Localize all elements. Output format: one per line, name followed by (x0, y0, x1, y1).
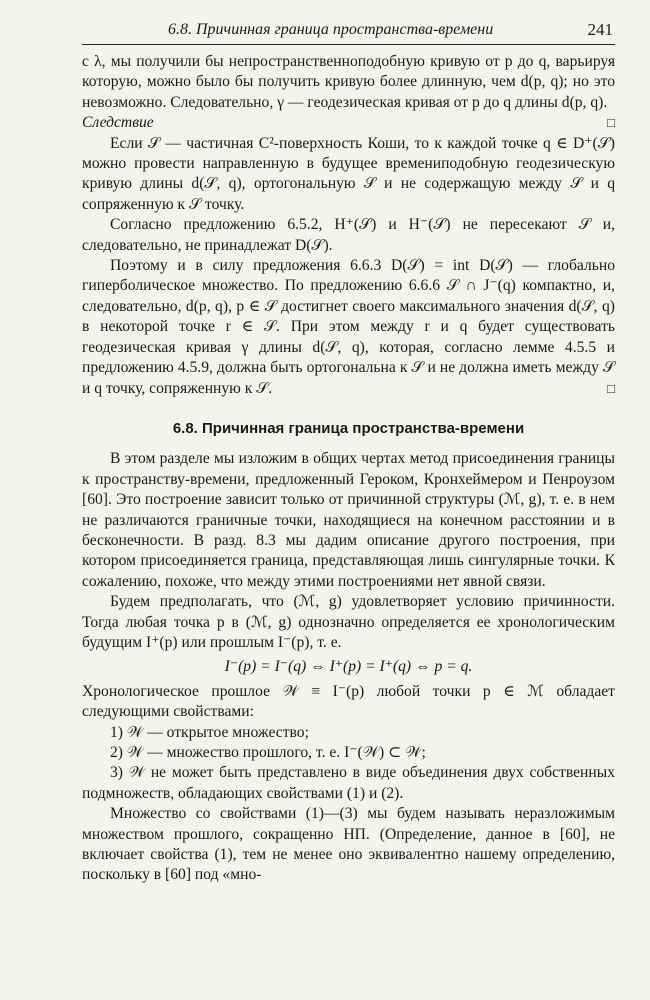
page-body (82, 52, 615, 886)
section-heading: 6.8. Причинная граница пространства-времени (172, 419, 525, 437)
corollary-title: Следствие (82, 114, 154, 132)
list-item-2: 2) 𝒲 — множество прошлого, т. е. I⁻(𝒲) ⊂ 𝒲; (110, 744, 426, 761)
running-header (82, 18, 615, 45)
display-formula: I⁻(p) = I⁻(q) ⇔ I⁺(p) = I⁺(q) ⇔ p = q. (224, 658, 473, 676)
running-title: 6.8. Причинная граница пространства-времени (168, 21, 494, 38)
paragraph-text: с λ, мы получили бы непространственноподобную кривую от p до q, варьируя которую, можно было бы получить кривую более длинную, чем d(p, q); но это невозможно. Следовательно, γ — геодезическая кривая от p до q длины d(p, q). (82, 53, 615, 111)
paragraph-text: Поэтому и в силу предложения 6.6.3 D(𝒮) = int D(𝒮) — глобально гиперболическое множество. По предложению 6.6.6 𝒮 ∩ J⁻(q) компактно, и, следовательно, d(p, q), p ∈ 𝒮 достигнет своего максимального значения d(𝒮, q) в некоторой точке r ∈ 𝒮. При этом между r и q будет существовать геодезическая кривая γ длины d(𝒮, q), которая, согласно лемме 4.5.5 и предложению 4.5.9, должна быть ортогональна к 𝒮 и не должна иметь между 𝒮 и q точку, сопряженную к 𝒮. (82, 257, 615, 397)
page-number: 241 (587, 20, 613, 39)
list-item-3: 3) 𝒲 не может быть представлено в виде объединения двух собственных подмножеств, обладающих свойствами (1) и (2). (82, 764, 615, 802)
qed-mark: □ (607, 115, 615, 131)
paragraph-causality: Будем предполагать, что (ℳ, g) удовлетворяет условию причинности. Тогда любая точка p в (ℳ, g) однозначно определяется ее хронологическим будущим I⁺(p) или прошлым I⁻(p), т. е. (82, 593, 615, 651)
paragraph-properties: Хронологическое прошлое 𝒲 ≡ I⁻(p) любой точки p ∈ ℳ обладает следующими свойствами: (82, 682, 615, 721)
section-intro: В этом разделе мы изложим в общих чертах метод присоединения границы к пространству-времени, предложенный Героком, Кронхеймером и Пенроузом [60]. Это построение зависит только от причинной структуры (ℳ, g), т. е. в нем не различаются граничные точки, находящиеся на конечном расстоянии и в бесконечности. В разд. 8.3 мы дадим описание другого построения, при котором присоединяется граница, представляющая лишь сингулярные точки. К сожалению, похоже, что между этими построениями нет явной связи. (82, 450, 615, 590)
qed-mark: □ (607, 380, 615, 396)
paragraph-definition: Множество со свойствами (1)—(3) мы будем называть неразложимым множеством прошлого, сокращенно НП. (Определение, данное в [60], не включает свойства (1), тем не менее оно эквивалентно нашему определению, поскольку в [60] под «мно- (82, 805, 615, 884)
paragraph-proof-body (82, 256, 615, 399)
list-item-1: 1) 𝒲 — открытое множество; (110, 723, 309, 741)
paragraph-proof-start: Согласно предложению 6.5.2, H⁺(𝒮) и H⁻(𝒮) не пересекают 𝒮 и, следовательно, не принадлежат D(𝒮). (82, 216, 615, 254)
corollary-statement: Если 𝒮 — частичная C²-поверхность Коши, то к каждой точке q ∈ D⁺(𝒮) можно провести направленную в будущее времениподобную геодезическую кривую длины d(𝒮, q), ортогональную 𝒮 и не содержащую между 𝒮 и q сопряженную к 𝒮 точку. (82, 134, 615, 213)
